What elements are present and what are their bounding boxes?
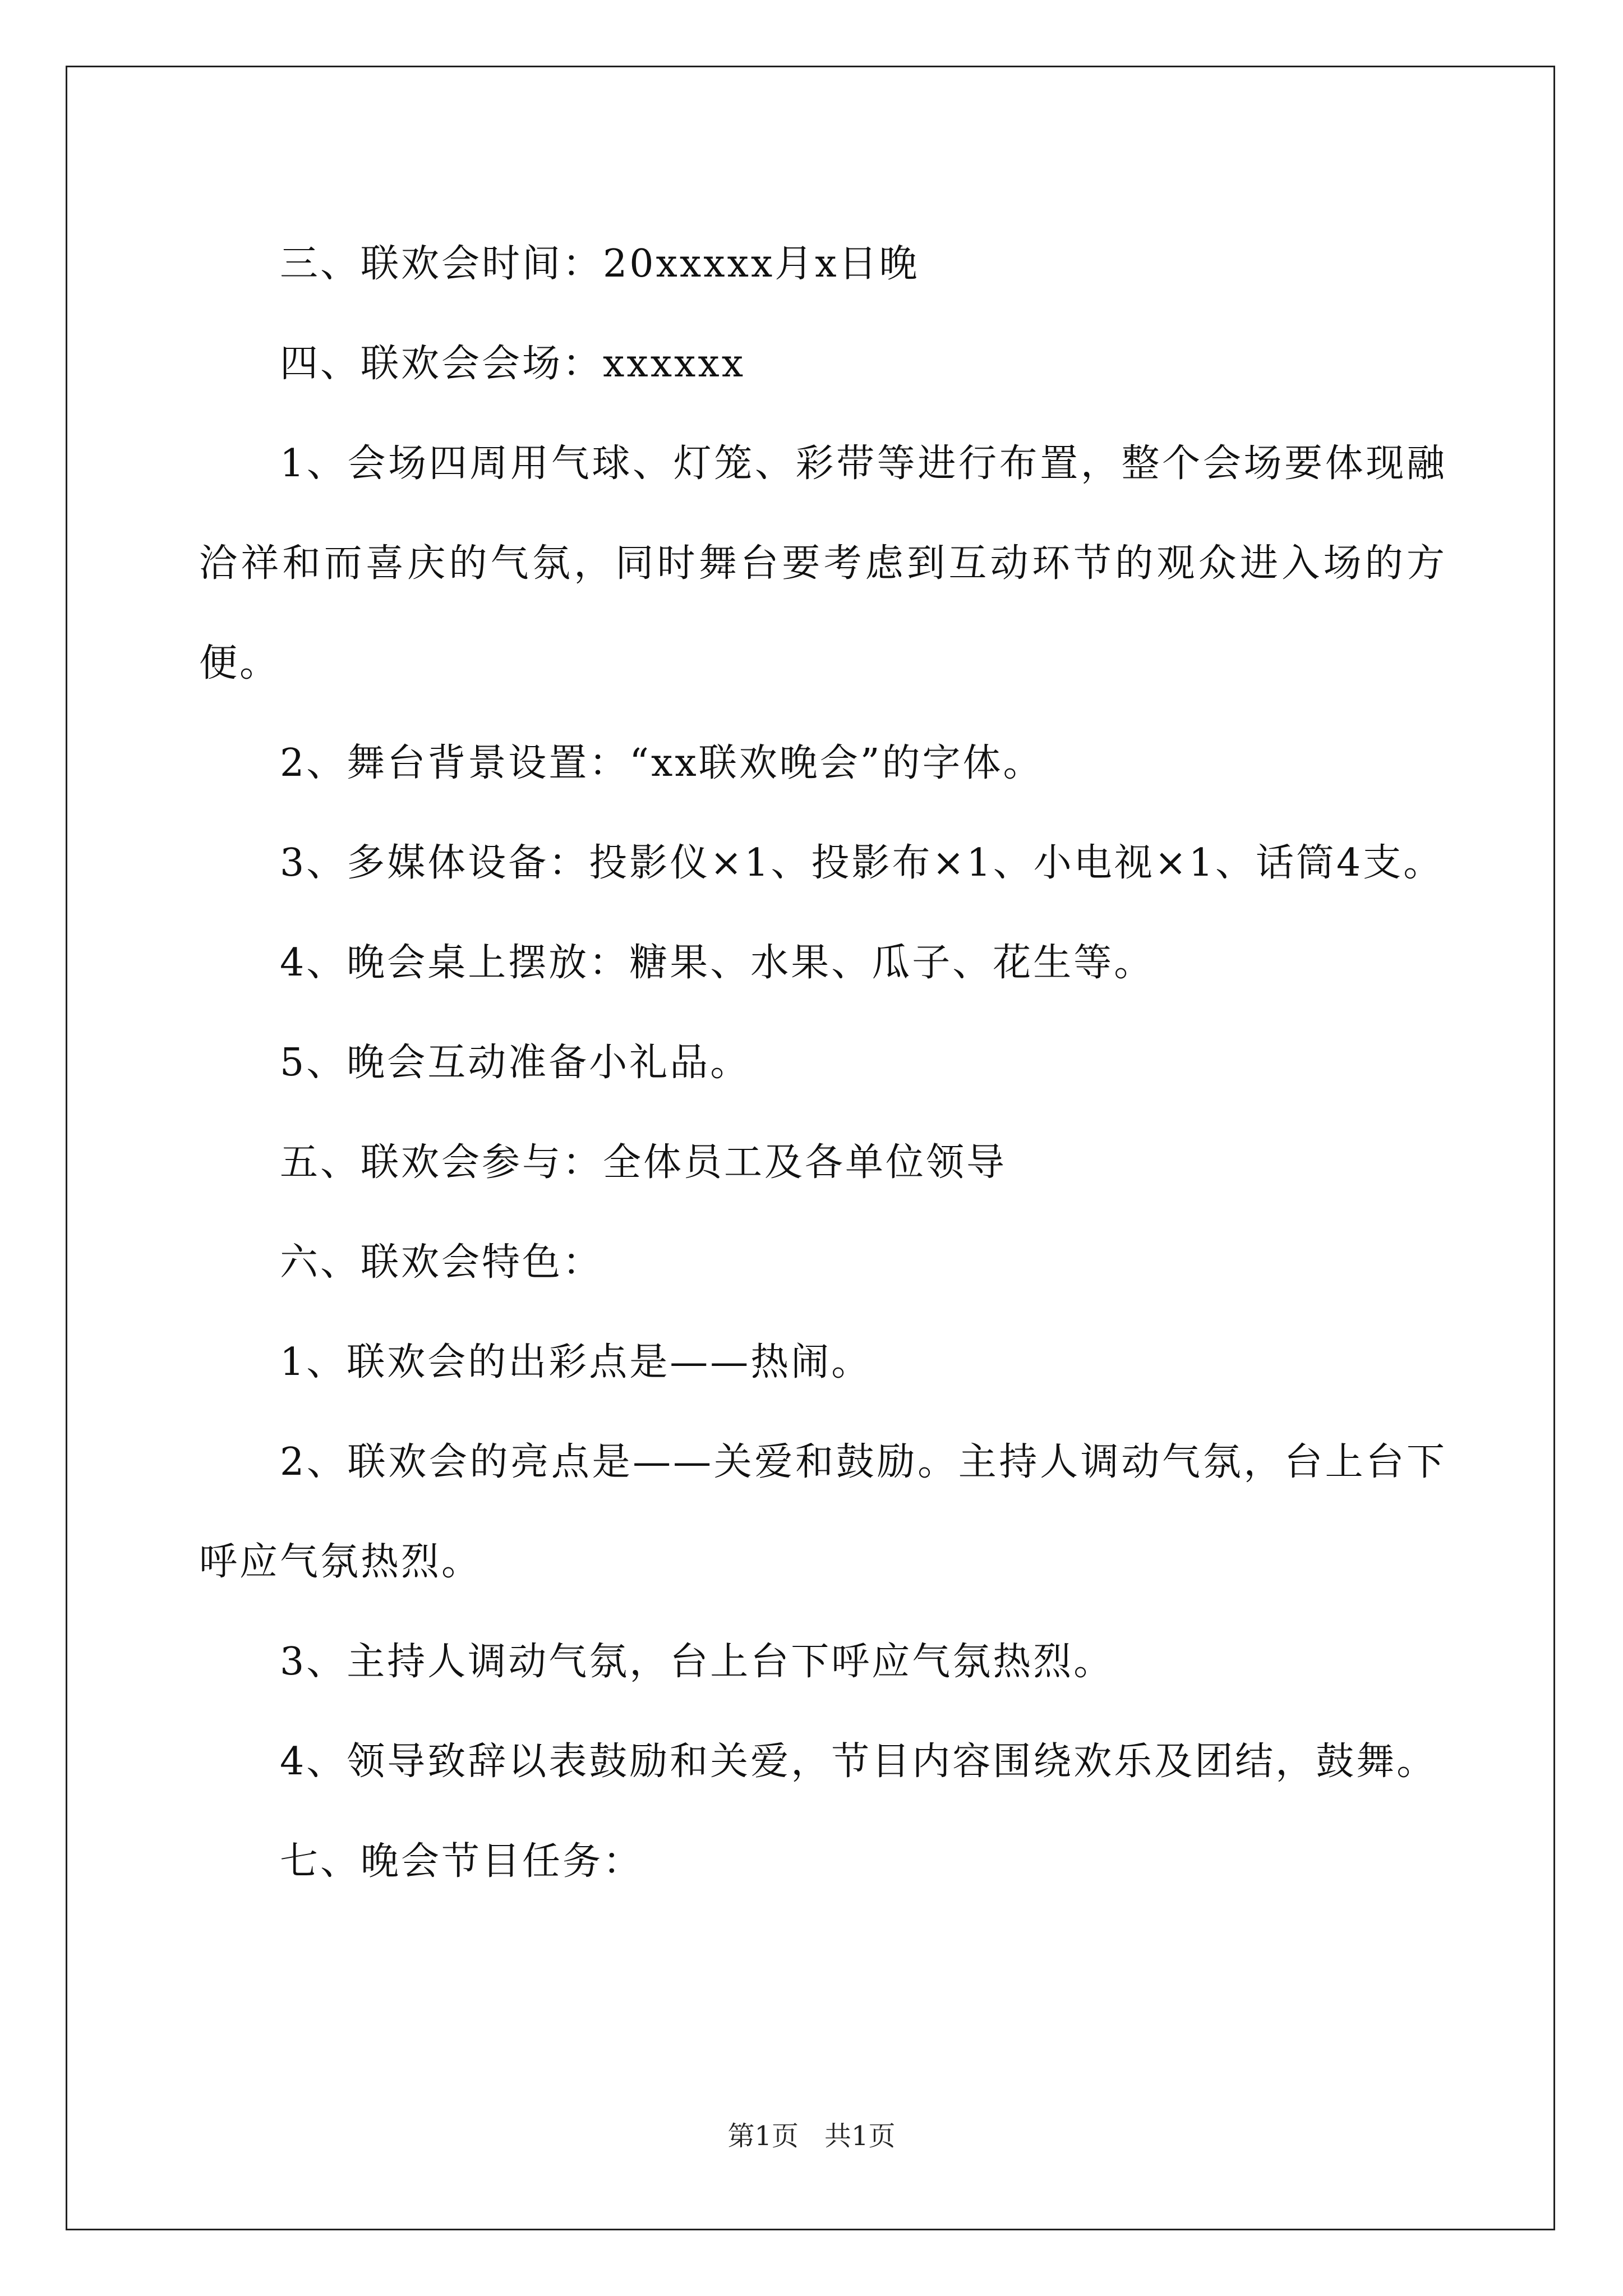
paragraph-program-tasks: 七、晚会节目任务： xyxy=(280,1839,644,1884)
paragraph-feature-4: 4、领导致辞以表鼓励和关爱，节目内容围绕欢乐及团结，鼓舞。 xyxy=(280,1740,1437,1784)
paragraph-multimedia: 3、多媒体设备：投影仪×1、投影布×1、小电视×1、话筒4支。 xyxy=(280,841,1444,885)
paragraph-participants: 五、联欢会参与：全体员工及各单位领导 xyxy=(280,1140,1007,1185)
page-footer xyxy=(0,2119,1623,2153)
paragraph-table-items: 4、晚会桌上摆放：糖果、水果、瓜子、花生等。 xyxy=(280,941,1155,985)
paragraph-feature-3: 3、主持人调动气氛，台上台下呼应气氛热烈。 xyxy=(280,1640,1114,1684)
paragraph-features-heading: 六、联欢会特色： xyxy=(280,1240,603,1285)
paragraph-feature-2: 2、联欢会的亮点是——关爱和鼓励。主持人调动气氛，台上台下呼应气氛热烈。 xyxy=(199,1440,1447,1584)
paragraph-feature-1: 1、联欢会的出彩点是——热闹。 xyxy=(280,1340,872,1384)
page-number-total: 共1页 xyxy=(824,2120,896,2152)
page-number-current: 第1页 xyxy=(727,2120,799,2152)
paragraph-stage-background: 2、舞台背景设置：“xx联欢晚会”的字体。 xyxy=(280,741,1044,785)
paragraph-gifts: 5、晚会互动准备小礼品。 xyxy=(280,1041,751,1085)
paragraph-venue-decoration: 1、会场四周用气球、灯笼、彩带等进行布置，整个会场要体现融洽祥和而喜庆的气氛，同时舞台要考虑到互动环节的观众进入场的方便。 xyxy=(199,441,1447,685)
document-body xyxy=(199,214,1447,1912)
paragraph-venue: 四、联欢会会场：xxxxxx xyxy=(280,342,746,386)
paragraph-time: 三、联欢会时间：20xxxxx月x日晚 xyxy=(280,242,920,286)
